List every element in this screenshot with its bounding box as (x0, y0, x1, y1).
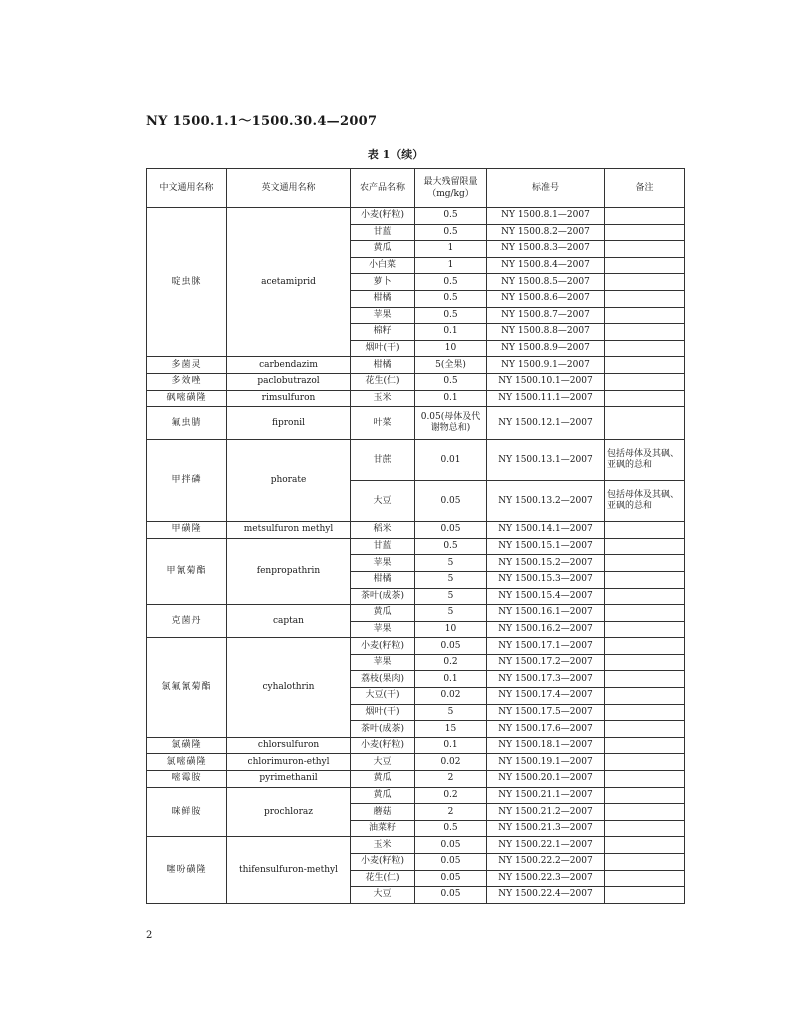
table-row (147, 737, 685, 754)
mrl-cell: 0.5 (415, 820, 487, 837)
pesticide-cn-name: 啶虫脒 (147, 208, 227, 357)
remarks-cell (605, 555, 685, 572)
standard-number-cell: NY 1500.21.1—2007 (487, 787, 605, 804)
table-row (147, 837, 685, 854)
standard-number-cell: NY 1500.17.4—2007 (487, 688, 605, 705)
mrl-cell: 0.5 (415, 538, 487, 555)
remarks-cell (605, 754, 685, 771)
mrl-cell: 0.05 (415, 854, 487, 871)
column-header-mrl: 最大残留限量（mg/kg） (415, 169, 487, 208)
pesticide-en-name: phorate (227, 440, 351, 522)
remarks-cell (605, 837, 685, 854)
standard-number-cell: NY 1500.16.2—2007 (487, 621, 605, 638)
standard-number-cell: NY 1500.17.3—2007 (487, 671, 605, 688)
mrl-cell: 0.2 (415, 787, 487, 804)
crop-cell: 柑橘 (351, 290, 415, 307)
standard-number-cell: NY 1500.22.4—2007 (487, 887, 605, 904)
remarks-cell (605, 407, 685, 440)
remarks-cell (605, 257, 685, 274)
table-row (147, 605, 685, 622)
crop-cell: 柑橘 (351, 357, 415, 374)
standard-number-cell: NY 1500.8.2—2007 (487, 224, 605, 241)
pesticide-en-name: paclobutrazol (227, 373, 351, 390)
remarks-cell (605, 208, 685, 225)
column-header-standard: 标准号 (487, 169, 605, 208)
remarks-cell (605, 390, 685, 407)
remarks-cell (605, 737, 685, 754)
remarks-cell (605, 654, 685, 671)
table-row (147, 390, 685, 407)
pesticide-en-name: chlorsulfuron (227, 737, 351, 754)
standard-number-cell: NY 1500.16.1—2007 (487, 605, 605, 622)
crop-cell: 黄瓜 (351, 771, 415, 788)
mrl-cell: 2 (415, 804, 487, 821)
pesticide-cn-name: 氟虫腈 (147, 407, 227, 440)
standard-number-cell: NY 1500.21.3—2007 (487, 820, 605, 837)
remarks-cell (605, 274, 685, 291)
standard-number-cell: NY 1500.17.6—2007 (487, 721, 605, 738)
remarks-cell: 包括母体及其砜、亚砜的总和 (605, 440, 685, 481)
remarks-cell (605, 307, 685, 324)
standard-number-cell: NY 1500.8.6—2007 (487, 290, 605, 307)
remarks-cell (605, 887, 685, 904)
crop-cell: 小白菜 (351, 257, 415, 274)
remarks-cell (605, 588, 685, 605)
crop-cell: 小麦(籽粒) (351, 638, 415, 655)
mrl-cell: 0.5 (415, 373, 487, 390)
crop-cell: 甘蓝 (351, 538, 415, 555)
mrl-cell: 10 (415, 621, 487, 638)
standard-number-cell: NY 1500.8.4—2007 (487, 257, 605, 274)
crop-cell: 大豆 (351, 481, 415, 522)
mrl-cell: 0.5 (415, 307, 487, 324)
pesticide-cn-name: 咪鲜胺 (147, 787, 227, 837)
pesticide-cn-name: 克菌丹 (147, 605, 227, 638)
pesticide-en-name: captan (227, 605, 351, 638)
table-body (147, 208, 685, 904)
crop-cell: 油菜籽 (351, 820, 415, 837)
pesticide-cn-name: 甲拌磷 (147, 440, 227, 522)
standard-number-cell: NY 1500.10.1—2007 (487, 373, 605, 390)
table-row (147, 771, 685, 788)
standard-number-cell: NY 1500.17.2—2007 (487, 654, 605, 671)
pesticide-en-name: rimsulfuron (227, 390, 351, 407)
remarks-cell (605, 340, 685, 357)
mrl-cell: 0.1 (415, 390, 487, 407)
crop-cell: 黄瓜 (351, 605, 415, 622)
mrl-cell: 0.02 (415, 754, 487, 771)
mrl-cell: 0.1 (415, 671, 487, 688)
pesticide-cn-name: 甲磺隆 (147, 522, 227, 539)
crop-cell: 棉籽 (351, 324, 415, 341)
remarks-cell (605, 771, 685, 788)
remarks-cell (605, 522, 685, 539)
remarks-cell (605, 804, 685, 821)
mrl-cell: 0.05 (415, 870, 487, 887)
remarks-cell (605, 605, 685, 622)
remarks-cell (605, 820, 685, 837)
table-row (147, 440, 685, 481)
mrl-cell: 0.5 (415, 224, 487, 241)
crop-cell: 苹果 (351, 555, 415, 572)
table-row (147, 638, 685, 655)
remarks-cell (605, 671, 685, 688)
mrl-cell: 0.05 (415, 522, 487, 539)
standard-number-header: NY 1500.1.1～1500.30.4—2007 (146, 114, 378, 129)
crop-cell: 烟叶(干) (351, 704, 415, 721)
standard-number-cell: NY 1500.22.1—2007 (487, 837, 605, 854)
pesticide-en-name: metsulfuron methyl (227, 522, 351, 539)
standard-number-cell: NY 1500.22.3—2007 (487, 870, 605, 887)
column-header-remarks: 备注 (605, 169, 685, 208)
crop-cell: 茶叶(成茶) (351, 588, 415, 605)
crop-cell: 稻米 (351, 522, 415, 539)
remarks-cell (605, 721, 685, 738)
mrl-cell: 5 (415, 704, 487, 721)
crop-cell: 烟叶(干) (351, 340, 415, 357)
mrl-cell: 0.5 (415, 208, 487, 225)
standard-number-cell: NY 1500.15.3—2007 (487, 571, 605, 588)
crop-cell: 苹果 (351, 307, 415, 324)
pesticide-en-name: carbendazim (227, 357, 351, 374)
table-row (147, 357, 685, 374)
mrl-cell: 10 (415, 340, 487, 357)
crop-cell: 荔枝(果肉) (351, 671, 415, 688)
mrl-cell: 0.05 (415, 887, 487, 904)
crop-cell: 萝卜 (351, 274, 415, 291)
table-header (147, 169, 685, 208)
standard-number-cell: NY 1500.8.3—2007 (487, 241, 605, 258)
standard-number-cell: NY 1500.8.1—2007 (487, 208, 605, 225)
mrl-cell: 0.02 (415, 688, 487, 705)
pesticide-cn-name: 氯氟氰菊酯 (147, 638, 227, 738)
table-row (147, 208, 685, 225)
standard-number-cell: NY 1500.15.2—2007 (487, 555, 605, 572)
mrl-cell: 0.05 (415, 638, 487, 655)
pesticide-cn-name: 嘧霉胺 (147, 771, 227, 788)
header-row (147, 169, 685, 208)
mrl-cell: 5 (415, 555, 487, 572)
standard-number-cell: NY 1500.8.5—2007 (487, 274, 605, 291)
remarks-cell (605, 787, 685, 804)
pesticide-en-name: cyhalothrin (227, 638, 351, 738)
remarks-cell (605, 290, 685, 307)
remarks-cell (605, 224, 685, 241)
table-row (147, 538, 685, 555)
pesticide-en-name: prochloraz (227, 787, 351, 837)
crop-cell: 蘑菇 (351, 804, 415, 821)
table-row (147, 787, 685, 804)
standard-number-cell: NY 1500.18.1—2007 (487, 737, 605, 754)
column-header-cn-name: 中文通用名称 (147, 169, 227, 208)
table-row (147, 407, 685, 440)
pesticide-cn-name: 噻吩磺隆 (147, 837, 227, 903)
table-caption: 表 1（续） (367, 148, 424, 161)
pesticide-cn-name: 多效唑 (147, 373, 227, 390)
crop-cell: 大豆 (351, 754, 415, 771)
crop-cell: 花生(仁) (351, 373, 415, 390)
standard-number-cell: NY 1500.8.7—2007 (487, 307, 605, 324)
pesticide-cn-name: 多菌灵 (147, 357, 227, 374)
standard-number-cell: NY 1500.11.1—2007 (487, 390, 605, 407)
crop-cell: 玉米 (351, 837, 415, 854)
mrl-cell: 5 (415, 571, 487, 588)
pesticide-en-name: fenpropathrin (227, 538, 351, 604)
mrl-cell: 0.05 (415, 837, 487, 854)
crop-cell: 黄瓜 (351, 241, 415, 258)
standard-number-cell: NY 1500.8.9—2007 (487, 340, 605, 357)
crop-cell: 小麦(籽粒) (351, 854, 415, 871)
pesticide-en-name: chlorimuron-ethyl (227, 754, 351, 771)
crop-cell: 黄瓜 (351, 787, 415, 804)
mrl-cell: 1 (415, 257, 487, 274)
mrl-cell: 0.2 (415, 654, 487, 671)
standard-number-cell: NY 1500.14.1—2007 (487, 522, 605, 539)
standard-number-cell: NY 1500.13.2—2007 (487, 481, 605, 522)
remarks-cell (605, 357, 685, 374)
standard-number-cell: NY 1500.12.1—2007 (487, 407, 605, 440)
page-number: 2 (146, 930, 153, 941)
mrl-table (146, 168, 685, 904)
crop-cell: 苹果 (351, 654, 415, 671)
remarks-cell (605, 373, 685, 390)
crop-cell: 苹果 (351, 621, 415, 638)
crop-cell: 柑橘 (351, 571, 415, 588)
pesticide-en-name: pyrimethanil (227, 771, 351, 788)
pesticide-en-name: acetamiprid (227, 208, 351, 357)
remarks-cell (605, 688, 685, 705)
pesticide-en-name: fipronil (227, 407, 351, 440)
standard-number-cell: NY 1500.20.1—2007 (487, 771, 605, 788)
pesticide-cn-name: 砜嘧磺隆 (147, 390, 227, 407)
mrl-cell: 0.05(母体及代谢物总和) (415, 407, 487, 440)
remarks-cell (605, 538, 685, 555)
standard-number-cell: NY 1500.17.5—2007 (487, 704, 605, 721)
mrl-cell: 0.1 (415, 324, 487, 341)
pesticide-cn-name: 氯嘧磺隆 (147, 754, 227, 771)
crop-cell: 甘蔗 (351, 440, 415, 481)
remarks-cell (605, 854, 685, 871)
mrl-cell: 0.01 (415, 440, 487, 481)
remarks-cell (605, 638, 685, 655)
mrl-cell: 0.1 (415, 737, 487, 754)
crop-cell: 大豆 (351, 887, 415, 904)
column-header-en-name: 英文通用名称 (227, 169, 351, 208)
remarks-cell: 包括母体及其砜、亚砜的总和 (605, 481, 685, 522)
remarks-cell (605, 621, 685, 638)
remarks-cell (605, 870, 685, 887)
mrl-cell: 15 (415, 721, 487, 738)
remarks-cell (605, 324, 685, 341)
mrl-cell: 0.5 (415, 290, 487, 307)
crop-cell: 小麦(籽粒) (351, 208, 415, 225)
crop-cell: 玉米 (351, 390, 415, 407)
crop-cell: 茶叶(成茶) (351, 721, 415, 738)
mrl-cell: 5 (415, 605, 487, 622)
pesticide-cn-name: 氯磺隆 (147, 737, 227, 754)
pesticide-en-name: thifensulfuron-methyl (227, 837, 351, 903)
mrl-cell: 2 (415, 771, 487, 788)
standard-number-cell: NY 1500.15.1—2007 (487, 538, 605, 555)
mrl-cell: 1 (415, 241, 487, 258)
crop-cell: 叶菜 (351, 407, 415, 440)
remarks-cell (605, 571, 685, 588)
standard-number-cell: NY 1500.13.1—2007 (487, 440, 605, 481)
mrl-cell: 5(全果) (415, 357, 487, 374)
standard-number-cell: NY 1500.15.4—2007 (487, 588, 605, 605)
standard-number-cell: NY 1500.22.2—2007 (487, 854, 605, 871)
crop-cell: 甘蓝 (351, 224, 415, 241)
mrl-cell: 0.05 (415, 481, 487, 522)
crop-cell: 小麦(籽粒) (351, 737, 415, 754)
table-row (147, 754, 685, 771)
pesticide-cn-name: 甲氰菊酯 (147, 538, 227, 604)
remarks-cell (605, 241, 685, 258)
standard-number-cell: NY 1500.17.1—2007 (487, 638, 605, 655)
standard-number-cell: NY 1500.19.1—2007 (487, 754, 605, 771)
crop-cell: 大豆(干) (351, 688, 415, 705)
remarks-cell (605, 704, 685, 721)
mrl-cell: 0.5 (415, 274, 487, 291)
mrl-cell: 5 (415, 588, 487, 605)
column-header-crop: 农产品名称 (351, 169, 415, 208)
table-row (147, 373, 685, 390)
standard-number-cell: NY 1500.21.2—2007 (487, 804, 605, 821)
table-row (147, 522, 685, 539)
standard-number-cell: NY 1500.8.8—2007 (487, 324, 605, 341)
crop-cell: 花生(仁) (351, 870, 415, 887)
standard-number-cell: NY 1500.9.1—2007 (487, 357, 605, 374)
